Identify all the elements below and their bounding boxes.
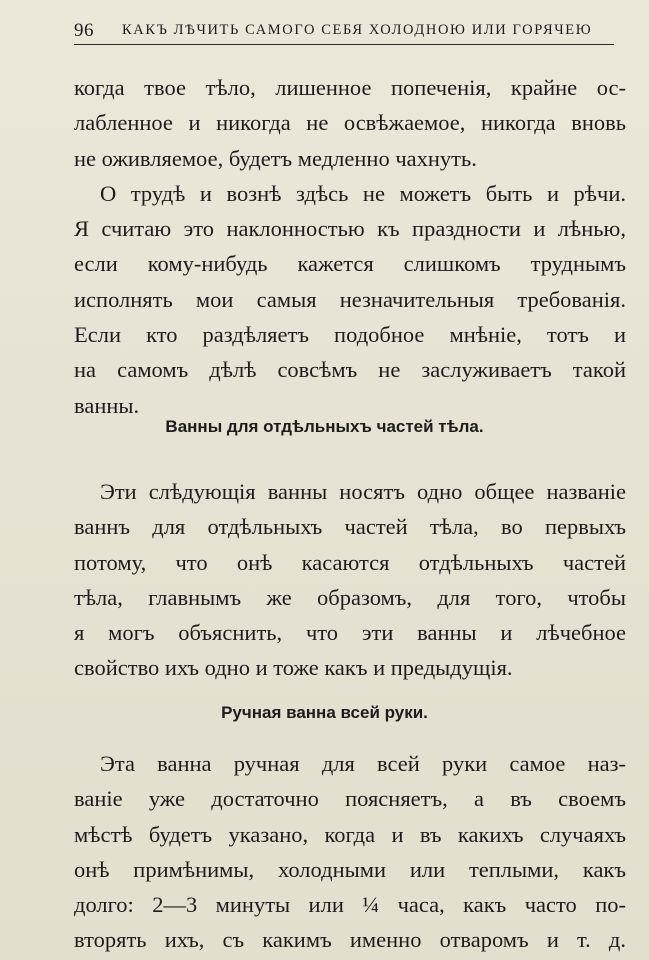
text-line: Эти слѣдующія ванны носятъ одно общее названіе: [100, 479, 626, 504]
text-line: Я считаю это наклонностью къ праздности и лѣнью,: [74, 216, 626, 242]
text-line: потому, что онѣ касаются отдѣльныхъ частей: [74, 549, 626, 575]
text-line: мѣстѣ будетъ указано, когда и въ какихъ случаяхъ: [74, 821, 626, 847]
page-number: 96: [74, 20, 94, 41]
running-title: КАКЪ ЛѢЧИТЬ САМОГО СЕБЯ ХОЛОДНОЮ ИЛИ ГОРЯЧЕЮ: [122, 22, 593, 38]
text-line: на самомъ дѣлѣ совсѣмъ не заслуживаетъ такой: [74, 357, 626, 383]
text-line: О трудѣ и вознѣ здѣсь не можетъ быть и рѣчи.: [100, 180, 626, 206]
text-line: исполнять мои самыя незначительныя требованія.: [74, 286, 626, 312]
text-line: долго: 2—3 минуты или ¼ часа, какъ часто по-: [74, 892, 626, 918]
text-line: онѣ примѣнимы, холодными или теплыми, какъ: [74, 856, 626, 882]
text-line: Если кто раздѣляетъ подобное мнѣніе, тотъ и: [74, 322, 626, 348]
section-heading: Ванны для отдѣльныхъ частей тѣла.: [165, 417, 484, 436]
paragraph-block-3: [74, 746, 626, 958]
text-line: если кому-нибудь кажется слишкомъ труднымъ: [74, 251, 626, 277]
text-line: ванны.: [74, 392, 140, 418]
paragraph-block-2: [74, 474, 626, 686]
page-header: [74, 20, 614, 45]
text-line: Эта ванна ручная для всей руки самое наз-: [100, 751, 626, 776]
text-line: я могъ объяснить, что эти ванны и лѣчебное: [74, 620, 626, 646]
paragraph-block-1: [74, 70, 626, 423]
text-line: не оживляемое, будетъ медленно чахнуть.: [74, 145, 477, 171]
text-line: вторять ихъ, съ какимъ именно отваромъ и т. д.: [74, 927, 626, 953]
section-heading: Ручная ванна всей руки.: [221, 703, 428, 722]
text-line: свойство ихъ одно и тоже какъ и предыдущія.: [74, 655, 513, 681]
text-line: ваннъ для отдѣльныхъ частей тѣла, во первыхъ: [74, 514, 626, 540]
text-line: тѣла, главнымъ же образомъ, для того, чтобы: [74, 584, 626, 610]
text-line: ваніе уже достаточно поясняетъ, а въ своемъ: [74, 786, 626, 812]
text-line: когда твое тѣло, лишенное попеченія, крайне ос-: [74, 75, 626, 100]
text-line: лабленное и никогда не освѣжаемое, никогда вновь: [74, 110, 626, 136]
